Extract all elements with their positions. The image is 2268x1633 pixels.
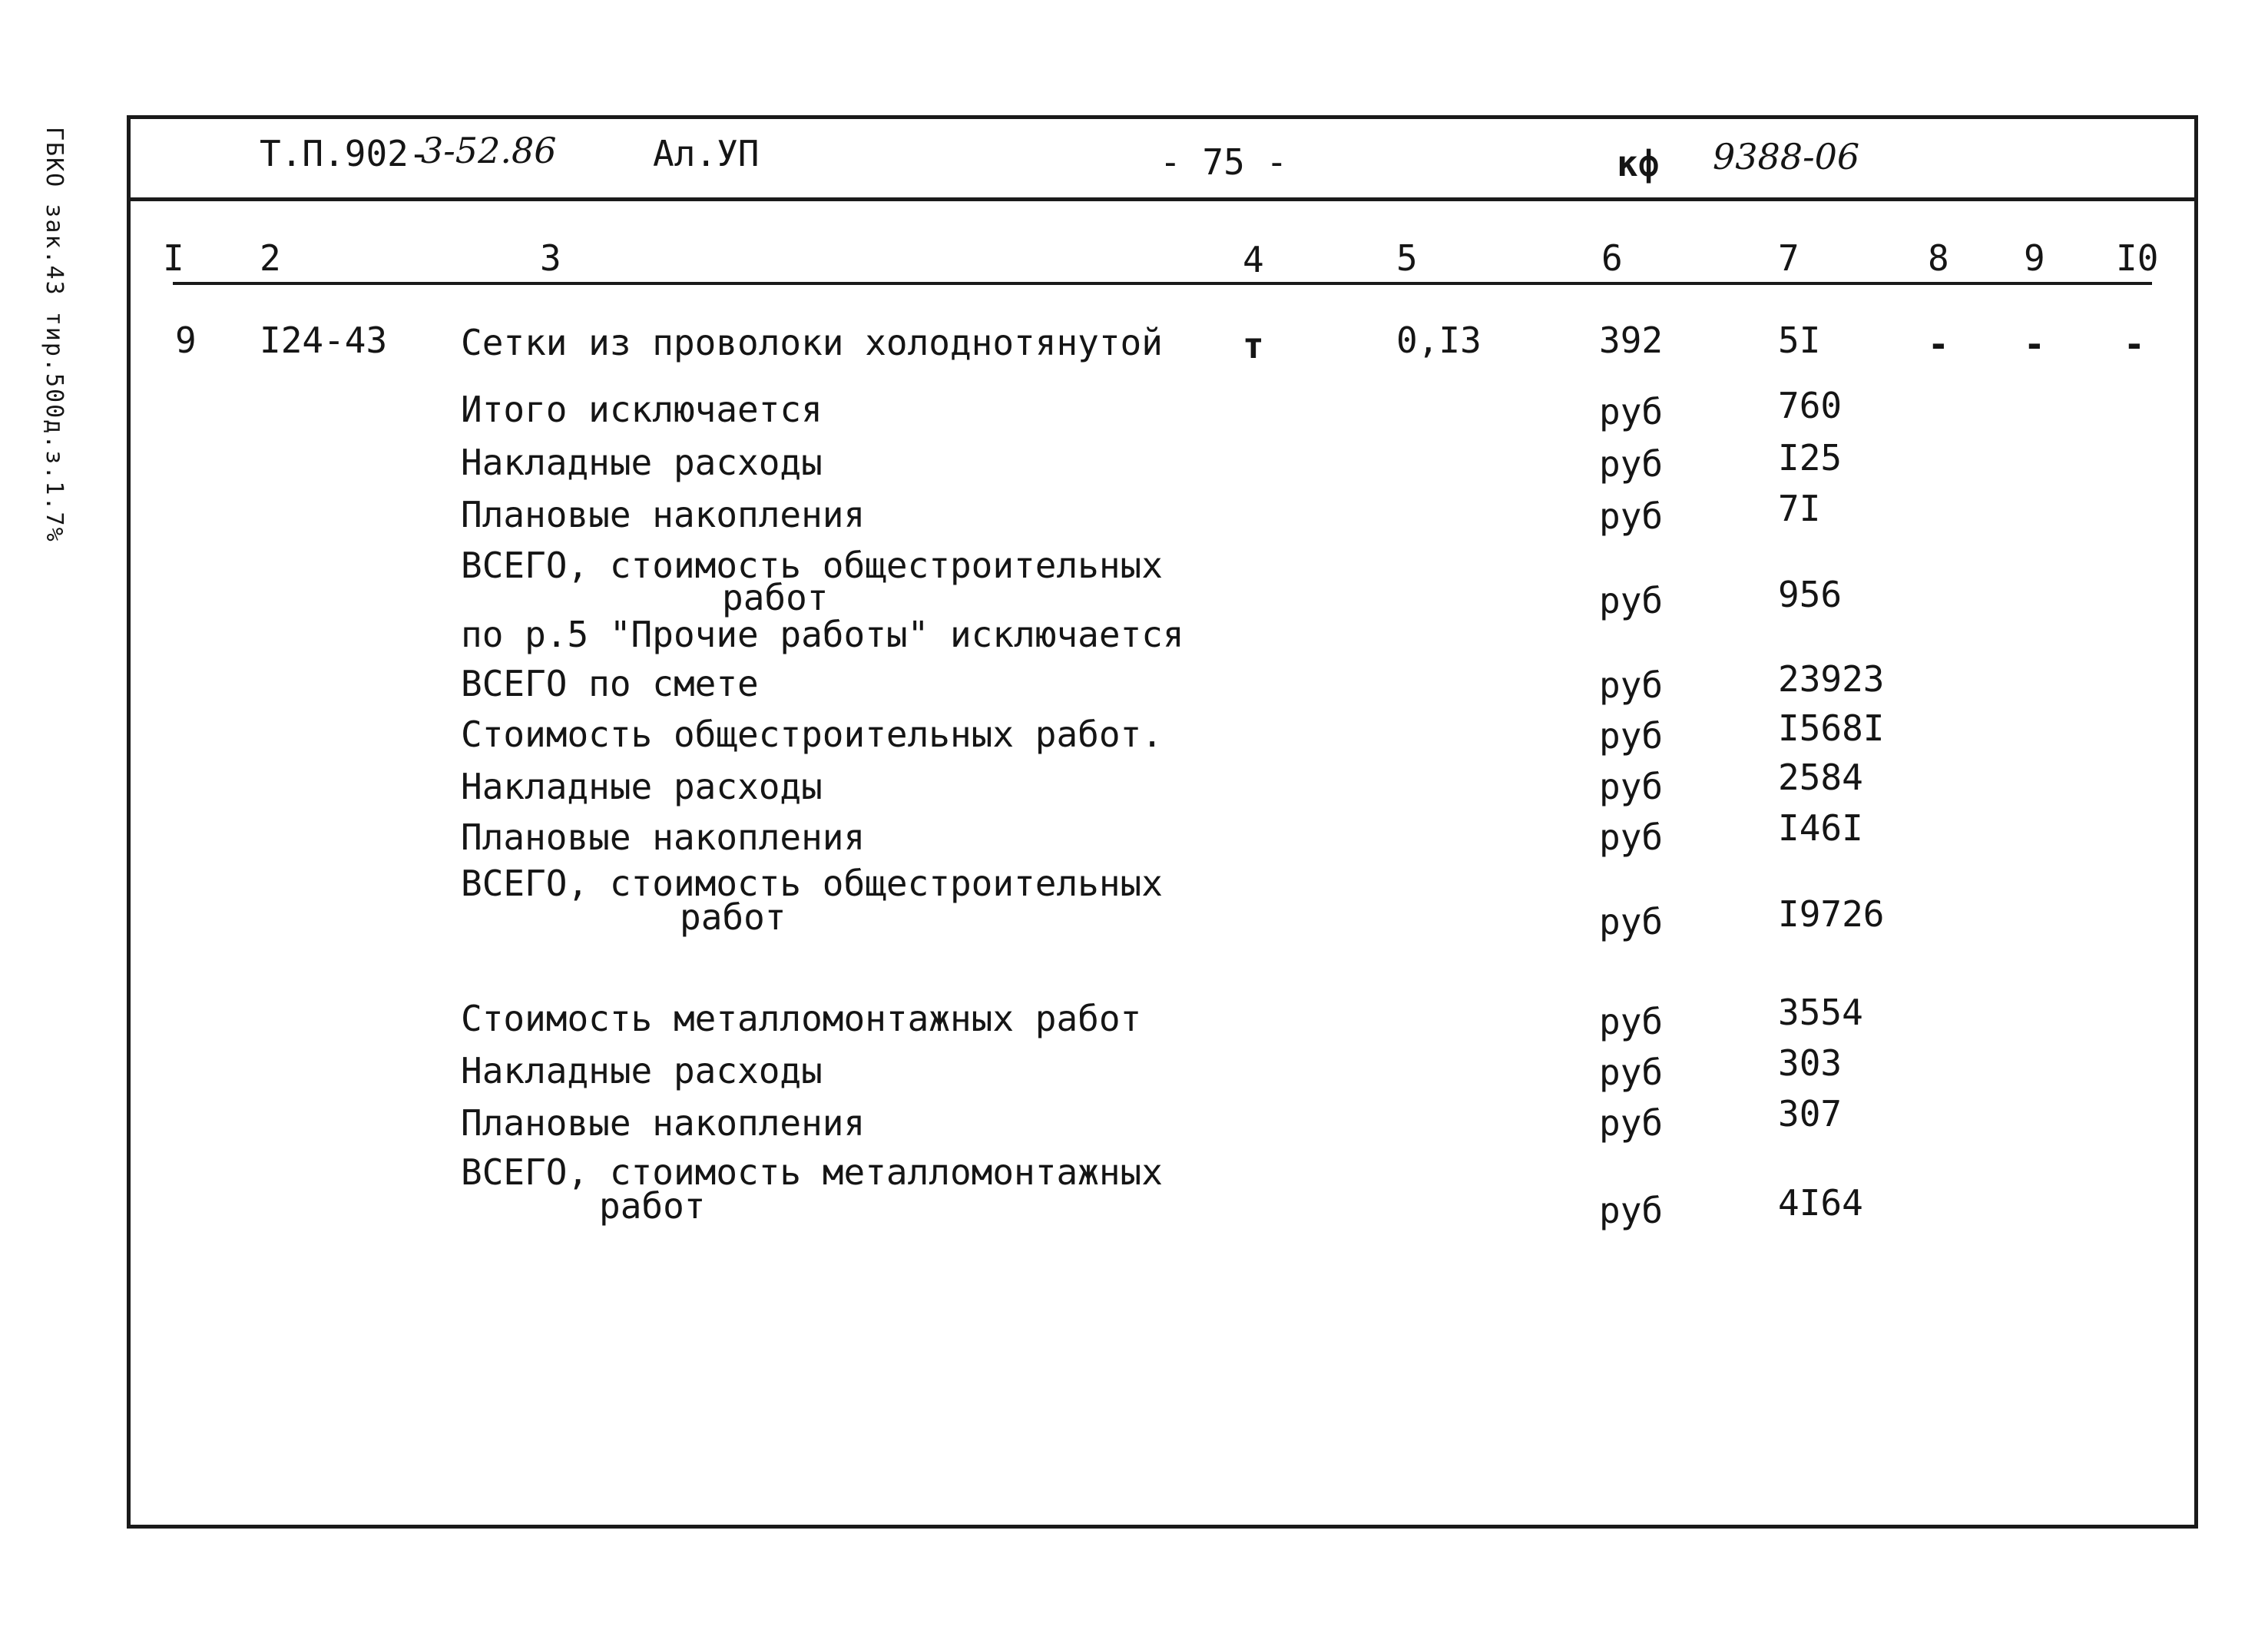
column-number: 4 [1243,239,1264,280]
summary-unit: руб [1599,715,1664,757]
summary-value: 956 [1778,574,1843,615]
document-frame [127,115,2198,1529]
document-code: 9388-06 [1713,136,1860,177]
item-sum: 5I [1778,320,1821,361]
item-name: Сетки из проволоки холоднотянутой [461,322,1163,363]
album-label: Ал.УП [653,133,760,174]
summary-label: ВСЕГО по смете [461,663,759,704]
item-price: 392 [1599,320,1664,361]
summary-label: Накладные расходы [461,766,823,807]
project-number: Т.П.902- [260,133,430,174]
summary-value: I568I [1778,707,1885,749]
column-number: 3 [540,237,561,279]
summary-value: I46I [1778,807,1863,849]
side-print-note: ГБКО зак.43 тир.500д.з.1.7% [41,127,68,543]
summary-label-continued: по р.5 "Прочие работы" исключается [461,614,1184,655]
summary-unit: руб [1599,1102,1664,1144]
summary-label: Плановые накопления [461,494,866,535]
summary-unit: руб [1599,580,1664,621]
header-divider [131,197,2194,201]
summary-unit: руб [1599,495,1664,537]
summary-value: 3554 [1778,992,1863,1033]
summary-label: Стоимость общестроительных работ. [461,714,1163,755]
project-number-handwritten: 3-52.86 [421,130,557,171]
item-col10: - [2124,323,2145,365]
column-header-divider [173,282,2152,285]
summary-value: I25 [1778,437,1843,479]
summary-label: Стоимость металломонтажных работ [461,998,1142,1039]
summary-label: ВСЕГО, стоимость общестроительных [461,863,1163,904]
summary-value: 7I [1778,488,1821,529]
item-col9: - [2024,323,2045,365]
column-number: 8 [1928,237,1949,279]
item-quantity: 0,I3 [1396,320,1482,361]
summary-label-continued: работ [722,577,829,618]
column-number: 5 [1396,237,1418,279]
summary-unit: руб [1599,1001,1664,1042]
summary-value: 23923 [1778,658,1885,700]
summary-label: Накладные расходы [461,442,823,483]
summary-value: I9726 [1778,893,1885,935]
summary-label: Плановые накопления [461,816,866,858]
summary-value: 307 [1778,1093,1843,1134]
column-number: I [163,237,184,279]
summary-label-continued: работ [680,896,786,938]
column-number: 9 [2024,237,2045,279]
item-number: 9 [175,320,197,361]
summary-label: Итого исключается [461,389,823,430]
summary-unit: руб [1599,1190,1664,1231]
summary-unit: руб [1599,443,1664,485]
summary-label-continued: работ [599,1185,706,1227]
item-code: I24-43 [260,320,388,361]
summary-unit: руб [1599,816,1664,858]
column-number: I0 [2116,237,2159,279]
item-col8: - [1928,323,1949,365]
summary-label: Плановые накопления [461,1102,866,1144]
summary-label: Накладные расходы [461,1050,823,1091]
column-number: 6 [1601,237,1623,279]
item-unit: т [1243,325,1264,366]
summary-value: 760 [1778,385,1843,426]
summary-value: 4I64 [1778,1182,1863,1224]
summary-unit: руб [1599,391,1664,432]
summary-unit: руб [1599,664,1664,706]
summary-value: 2584 [1778,757,1863,798]
code-prefix: кф [1617,143,1660,184]
summary-unit: руб [1599,766,1664,807]
summary-unit: руб [1599,1052,1664,1093]
summary-label: ВСЕГО, стоимость металломонтажных [461,1151,1163,1193]
summary-label: ВСЕГО, стоимость общестроительных [461,545,1163,586]
column-number: 2 [260,237,281,279]
page-number: - 75 - [1160,141,1288,183]
column-number: 7 [1778,237,1800,279]
summary-value: 303 [1778,1042,1843,1084]
summary-unit: руб [1599,901,1664,942]
